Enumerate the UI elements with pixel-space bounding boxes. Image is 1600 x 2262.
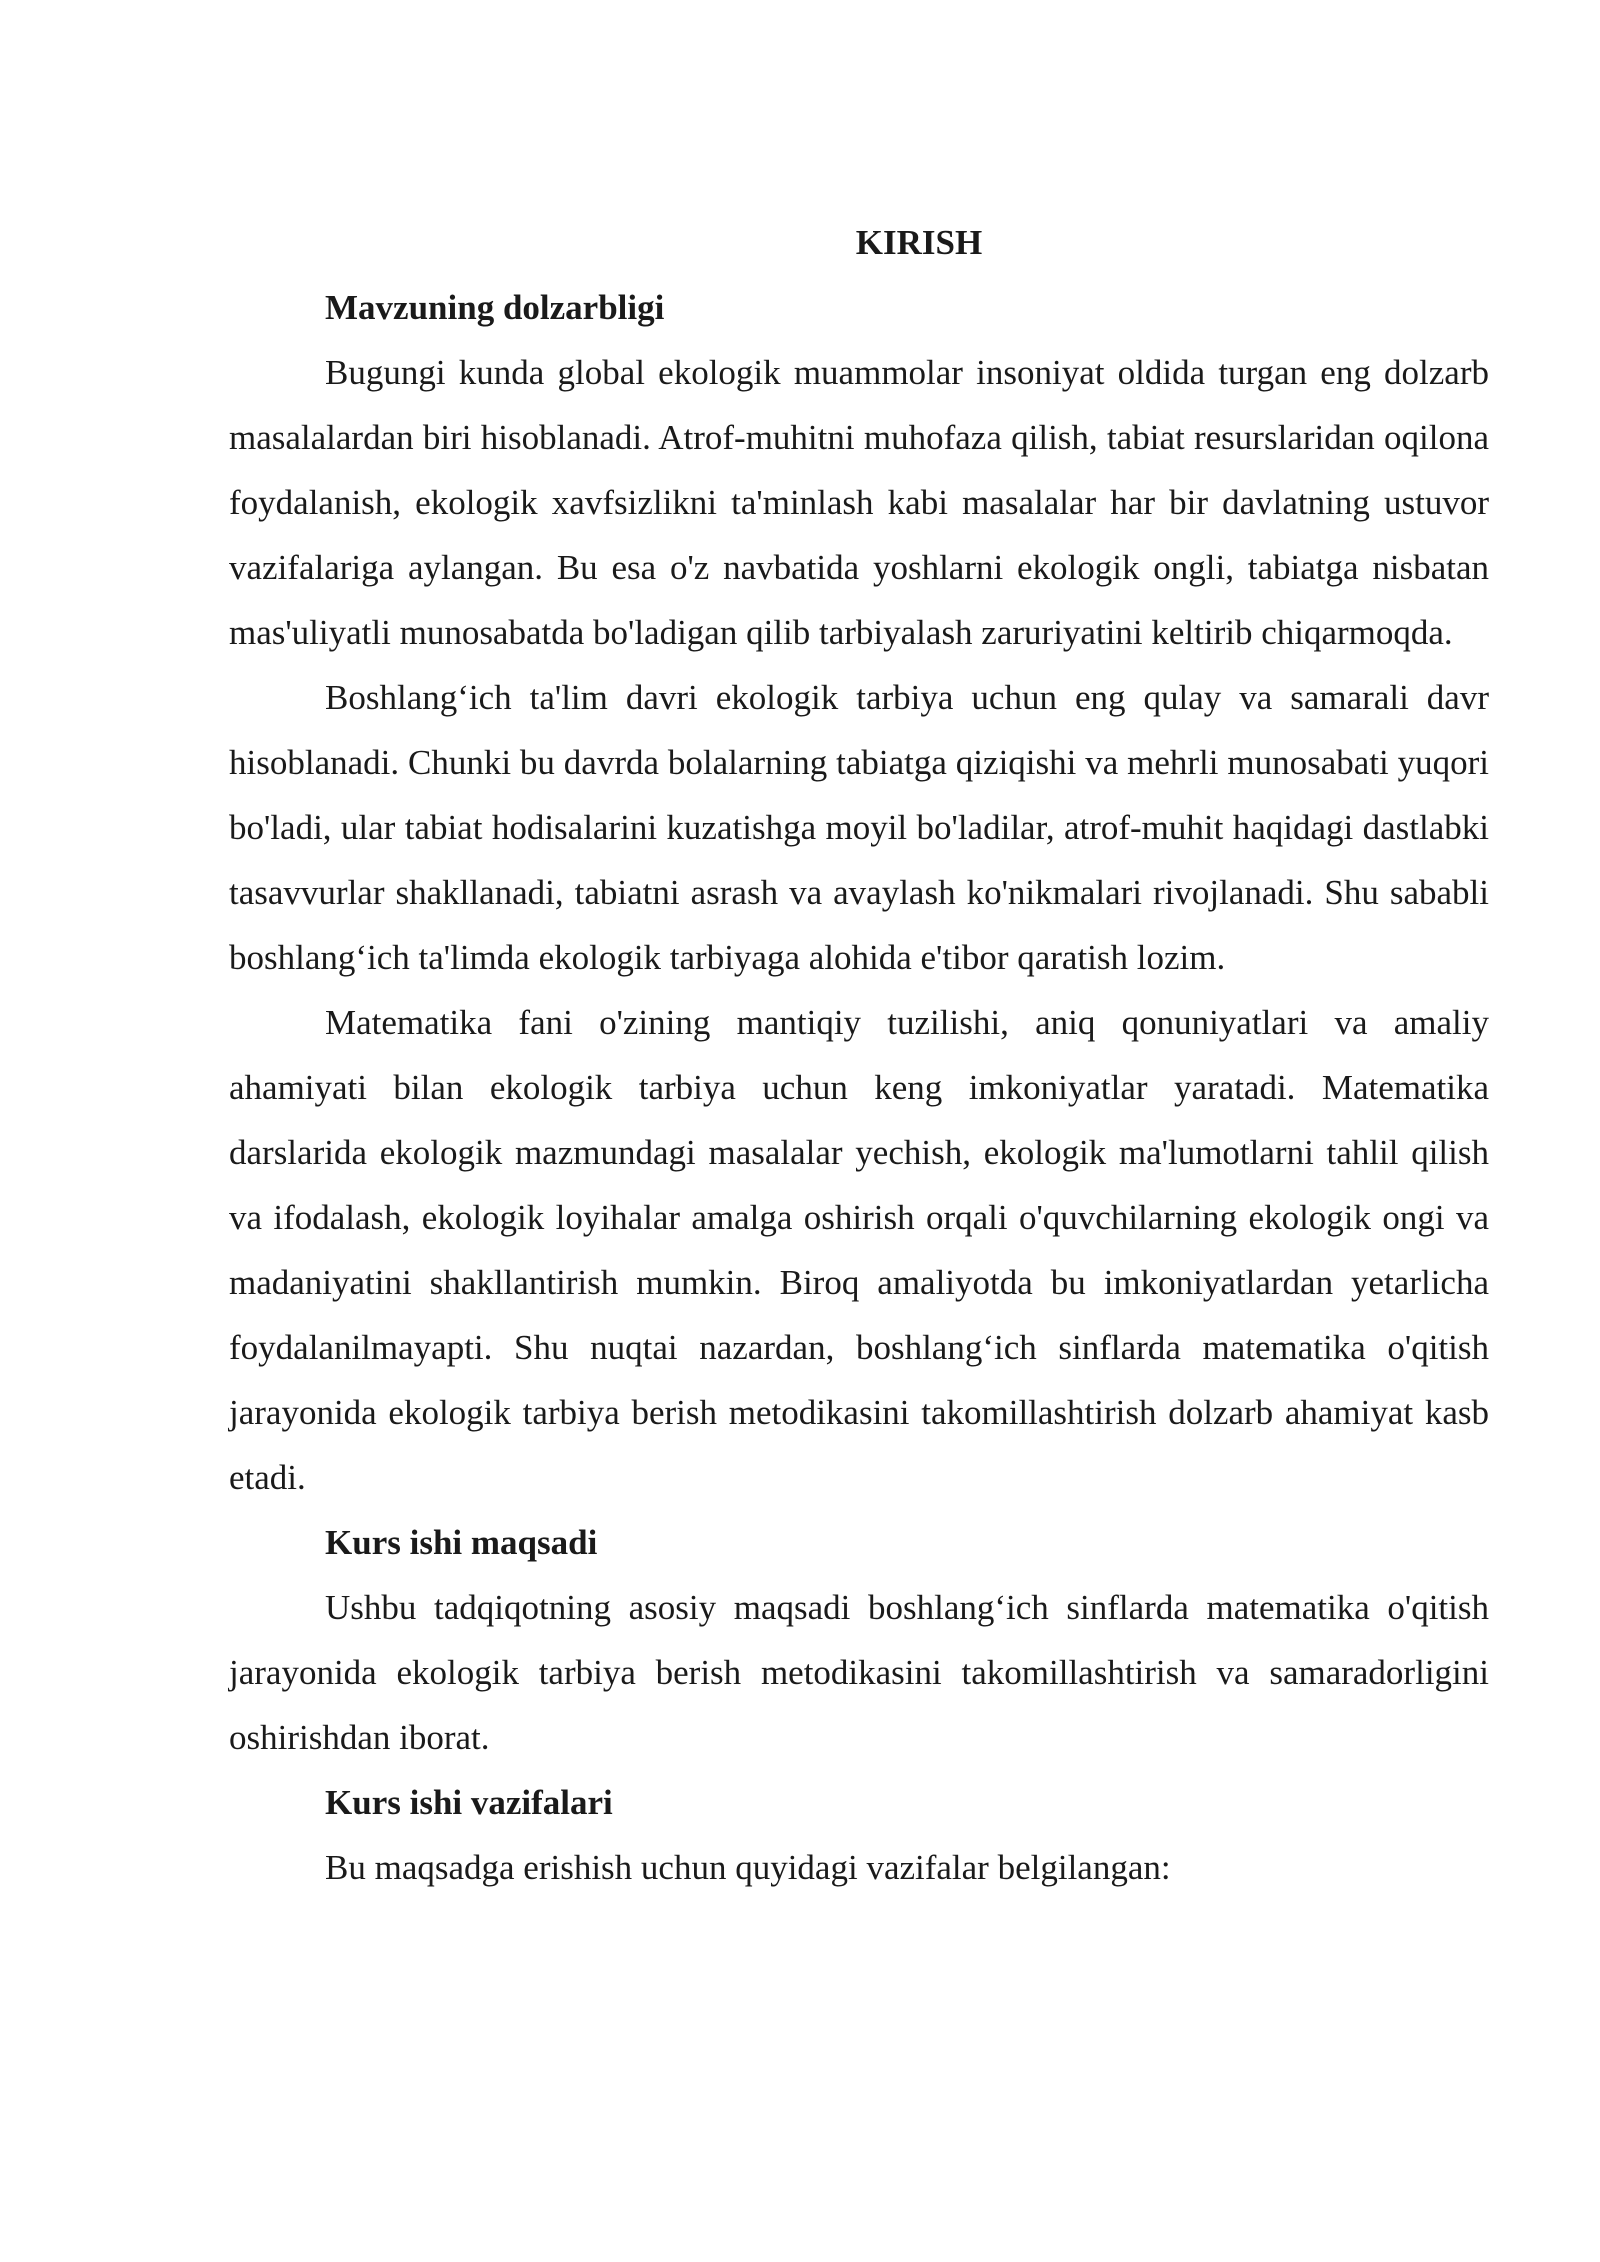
document-page: [229, 210, 1489, 1900]
section-heading-vazifalar: Kurs ishi vazifalari: [325, 1783, 613, 1822]
paragraph: Bu maqsadga erishish uchun quyidagi vazifalar belgilangan:: [325, 1848, 1171, 1887]
section-heading-dolzarblik: Mavzuning dolzarbligi: [325, 288, 665, 327]
paragraph: Matematika fani o'zining mantiqiy tuzilishi, aniq qonuniyatlari va amaliy ahamiyati bilan ekologik tarbiya uchun keng imkoniyatlar yaratadi. Matematika darslarida ekologik mazmundagi masalalar yechish, ekologik ma'lumotlarni tahlil qilish va ifodalash, ekologik loyihalar amalga oshirish orqali o'quvchilarning ekologik ongi va madaniyatini shakllantirish mumkin. Biroq amaliyotda bu imkoniyatlardan yetarlicha foydalanilmayapti. Shu nuqtai nazardan, boshlang‘ich sinflarda matematika o'qitish jarayonida ekologik tarbiya berish metodikasini takomillashtirish dolzarb ahamiyat kasb etadi.: [229, 1003, 1489, 1497]
paragraph: Bugungi kunda global ekologik muammolar insoniyat oldida turgan eng dolzarb masalalardan biri hisoblanadi. Atrof-muhitni muhofaza qilish, tabiat resurslaridan oqilona foydalanish, ekologik xavfsizlikni ta'minlash kabi masalalar har bir davlatning ustuvor vazifalariga aylangan. Bu esa o'z navbatida yoshlarni ekologik ongli, tabiatga nisbatan mas'uliyatli munosabatda bo'ladigan qilib tarbiyalash zaruriyatini keltirib chiqarmoqda.: [229, 353, 1489, 652]
document-title: KIRISH: [855, 223, 983, 262]
paragraph: Ushbu tadqiqotning asosiy maqsadi boshlang‘ich sinflarda matematika o'qitish jarayonida ekologik tarbiya berish metodikasini takomillashtirish va samaradorligini oshirishdan iborat.: [229, 1588, 1489, 1757]
section-heading-maqsad: Kurs ishi maqsadi: [325, 1523, 598, 1562]
paragraph: Boshlang‘ich ta'lim davri ekologik tarbiya uchun eng qulay va samarali davr hisoblanadi. Chunki bu davrda bolalarning tabiatga qiziqishi va mehrli munosabati yuqori bo'ladi, ular tabiat hodisalarini kuzatishga moyil bo'ladilar, atrof-muhit haqidagi dastlabki tasavvurlar shakllanadi, tabiatni asrash va avaylash ko'nikmalari rivojlanadi. Shu sababli boshlang‘ich ta'limda ekologik tarbiyaga alohida e'tibor qaratish lozim.: [229, 678, 1489, 977]
